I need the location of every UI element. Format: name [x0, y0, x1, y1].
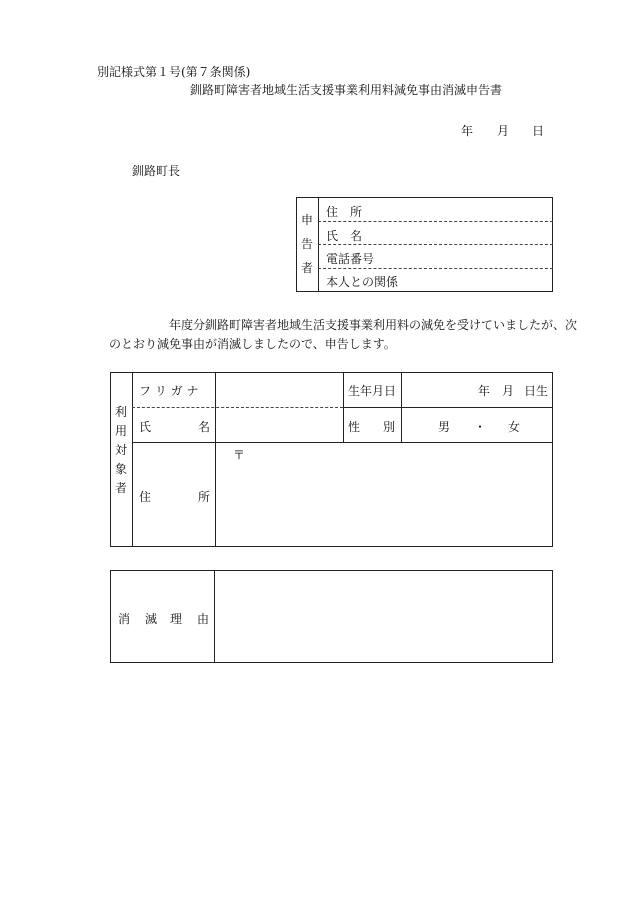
reason-label-4: 由 [197, 612, 210, 626]
birth-day: 日生 [524, 384, 549, 398]
birth-year: 年 [478, 384, 491, 398]
gender-label-1: 性 [348, 420, 361, 434]
name-label-1: 氏 [139, 420, 152, 434]
reason-label-2: 滅 [145, 612, 158, 626]
name-label-2: 名 [198, 420, 211, 434]
document-title: 釧路町障害者地域生活支援事業利用料減免事由消滅申告書 [190, 83, 503, 97]
birth-month: 月 [502, 384, 515, 398]
birthdate-label: 生年月日 [348, 384, 397, 398]
applicant-address-label: 住 所 [326, 205, 363, 219]
body-text-line2: のとおり減免事由が消滅しましたので、申告します。 [109, 337, 396, 351]
applicant-phone-label: 電話番号 [326, 252, 375, 266]
reason-label-3: 理 [170, 612, 183, 626]
date-year: 年 [461, 124, 474, 138]
gender-label-2: 別 [383, 420, 396, 434]
postal-mark: 〒 [233, 448, 246, 462]
applicant-label: 申 告 者 [300, 213, 313, 275]
user-label: 利 用 対 象 者 [114, 405, 127, 495]
applicant-name-label: 氏 名 [326, 229, 363, 243]
form-number: 別記様式第１号(第７条関係) [97, 65, 251, 79]
gender-male: 男 [438, 420, 451, 434]
addressee: 釧路町長 [132, 164, 181, 178]
applicant-relation-label: 本人との関係 [326, 275, 399, 289]
reason-label-1: 消 [118, 612, 131, 626]
date-day: 日 [532, 124, 545, 138]
gender-female: 女 [508, 420, 521, 434]
date-month: 月 [497, 124, 510, 138]
furigana-label: フ リ ガ ナ [139, 384, 199, 398]
body-text-line1: 年度分釧路町障害者地域生活支援事業利用料の減免を受けていましたが、次 [169, 318, 578, 332]
address-label-1: 住 [139, 490, 152, 504]
gender-separator: ・ [474, 420, 487, 434]
address-label-2: 所 [198, 490, 211, 504]
